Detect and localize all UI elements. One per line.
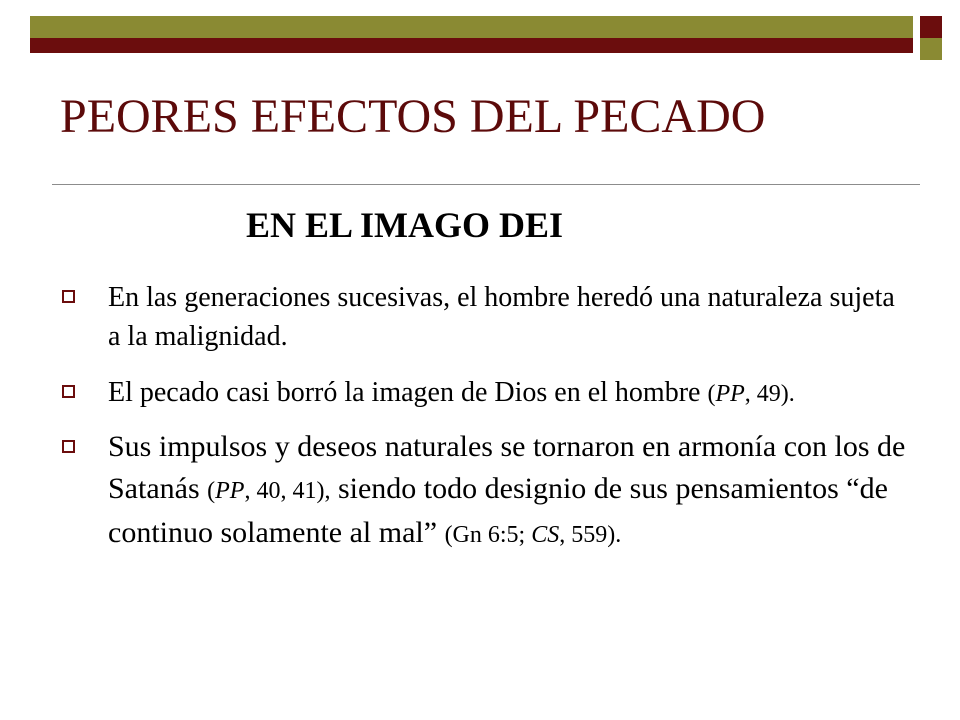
reference-open: (Gn 6:5;: [444, 522, 532, 548]
bullet-1-text: En las generaciones sucesivas, el hombre heredó una naturaleza sujeta a la malignidad.: [108, 282, 895, 352]
header-banner-olive-bar: [30, 16, 913, 38]
bullet-3-text-a: Sus impulsos y deseos naturales se tornaron en armonía con los de Satanás: [108, 430, 906, 505]
bullet-item-1: [62, 278, 908, 356]
header-banner-maroon-bar: [30, 38, 913, 53]
title-divider: [52, 184, 920, 185]
reference-pages: , 559).: [559, 522, 622, 548]
reference-pages: , 49).: [744, 381, 795, 407]
bullet-3-reference-1: [207, 478, 330, 504]
hollow-square-icon: [62, 290, 75, 303]
header-corner-square-maroon: [920, 16, 942, 38]
bullet-list: [62, 278, 908, 556]
slide-subtitle: EN EL IMAGO DEI: [246, 205, 564, 245]
reference-open: (: [707, 381, 716, 407]
reference-book: PP: [215, 478, 245, 504]
bullet-item-3: [62, 426, 908, 556]
reference-book: CS: [531, 522, 560, 548]
reference-pages: , 40, 41),: [244, 478, 331, 504]
header-corner-square-olive: [920, 38, 942, 60]
hollow-square-icon: [62, 385, 75, 398]
slide-title: PEORES EFECTOS DEL PECADO: [60, 90, 766, 143]
bullet-2-reference: [707, 381, 794, 407]
bullet-3-reference-2: [445, 522, 622, 548]
reference-open: (: [207, 478, 216, 504]
reference-book: PP: [715, 381, 745, 407]
hollow-square-icon: [62, 440, 75, 453]
bullet-item-2: [62, 373, 908, 414]
bullet-2-text: El pecado casi borró la imagen de Dios en el hombre: [108, 377, 708, 408]
bullet-3-text-b: siendo todo designio de sus pensamientos “de continuo solamente al mal”: [108, 472, 888, 549]
